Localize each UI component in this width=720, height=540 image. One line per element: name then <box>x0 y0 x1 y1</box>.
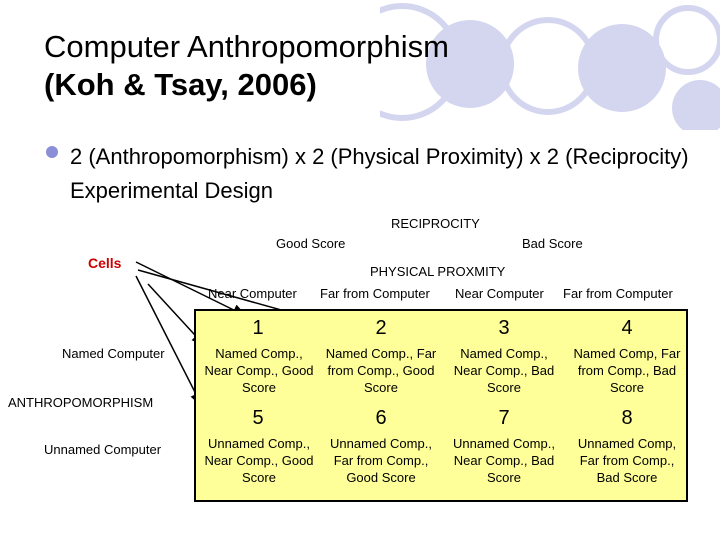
title-line-2: (Koh & Tsay, 2006) <box>44 67 317 102</box>
cell-2-text: Named Comp., Far from Comp., Good Score <box>325 346 437 395</box>
cell-8-text: Unnamed Comp, Far from Comp., Bad Score <box>577 436 677 485</box>
design-grid <box>194 309 688 502</box>
anthropomorphism-label: ANTHROPOMORPHISM <box>8 395 154 410</box>
bullet-text: 2 (Anthropomorphism) x 2 (Physical Proximity) x 2 (Reciprocity) Experimental Design <box>70 144 689 203</box>
row-label-named: Named Computer <box>62 346 165 361</box>
cell-4-number: 4 <box>621 317 633 339</box>
cell-8-number: 8 <box>621 407 633 429</box>
cell-7-text: Unnamed Comp., Near Comp., Bad Score <box>453 436 555 485</box>
title-line-1: Computer Anthropomorphism <box>44 29 449 64</box>
good-score-label: Good Score <box>276 236 346 251</box>
cell-4-text: Named Comp, Far from Comp., Bad Score <box>573 346 681 395</box>
cell-5-number: 5 <box>252 407 264 429</box>
cell-1-text: Named Comp., Near Comp., Good Score <box>204 346 314 395</box>
cell-6-number: 6 <box>375 407 387 429</box>
bad-score-label: Bad Score <box>522 236 583 251</box>
column-header-2: Far from Computer <box>320 286 430 301</box>
cell-2-number: 2 <box>375 317 387 339</box>
cell-3-text: Named Comp., Near Comp., Bad Score <box>453 346 555 395</box>
cell-5-text: Unnamed Comp., Near Comp., Good Score <box>204 436 314 485</box>
physical-proximity-label: PHYSICAL PROXMITY <box>370 264 506 279</box>
arrow-to-cell-5 <box>136 276 202 406</box>
cells-label: Cells <box>88 255 122 271</box>
column-header-3: Near Computer <box>455 286 544 301</box>
cell-7-number: 7 <box>498 407 510 429</box>
column-header-4: Far from Computer <box>563 286 673 301</box>
reciprocity-label: RECIPROCITY <box>391 216 480 231</box>
row-label-unnamed: Unnamed Computer <box>44 442 162 457</box>
cell-1-number: 1 <box>252 317 264 339</box>
cell-3-number: 3 <box>498 317 510 339</box>
cell-6-text: Unnamed Comp., Far from Comp., Good Score <box>330 436 432 485</box>
column-header-1: Near Computer <box>208 286 297 301</box>
